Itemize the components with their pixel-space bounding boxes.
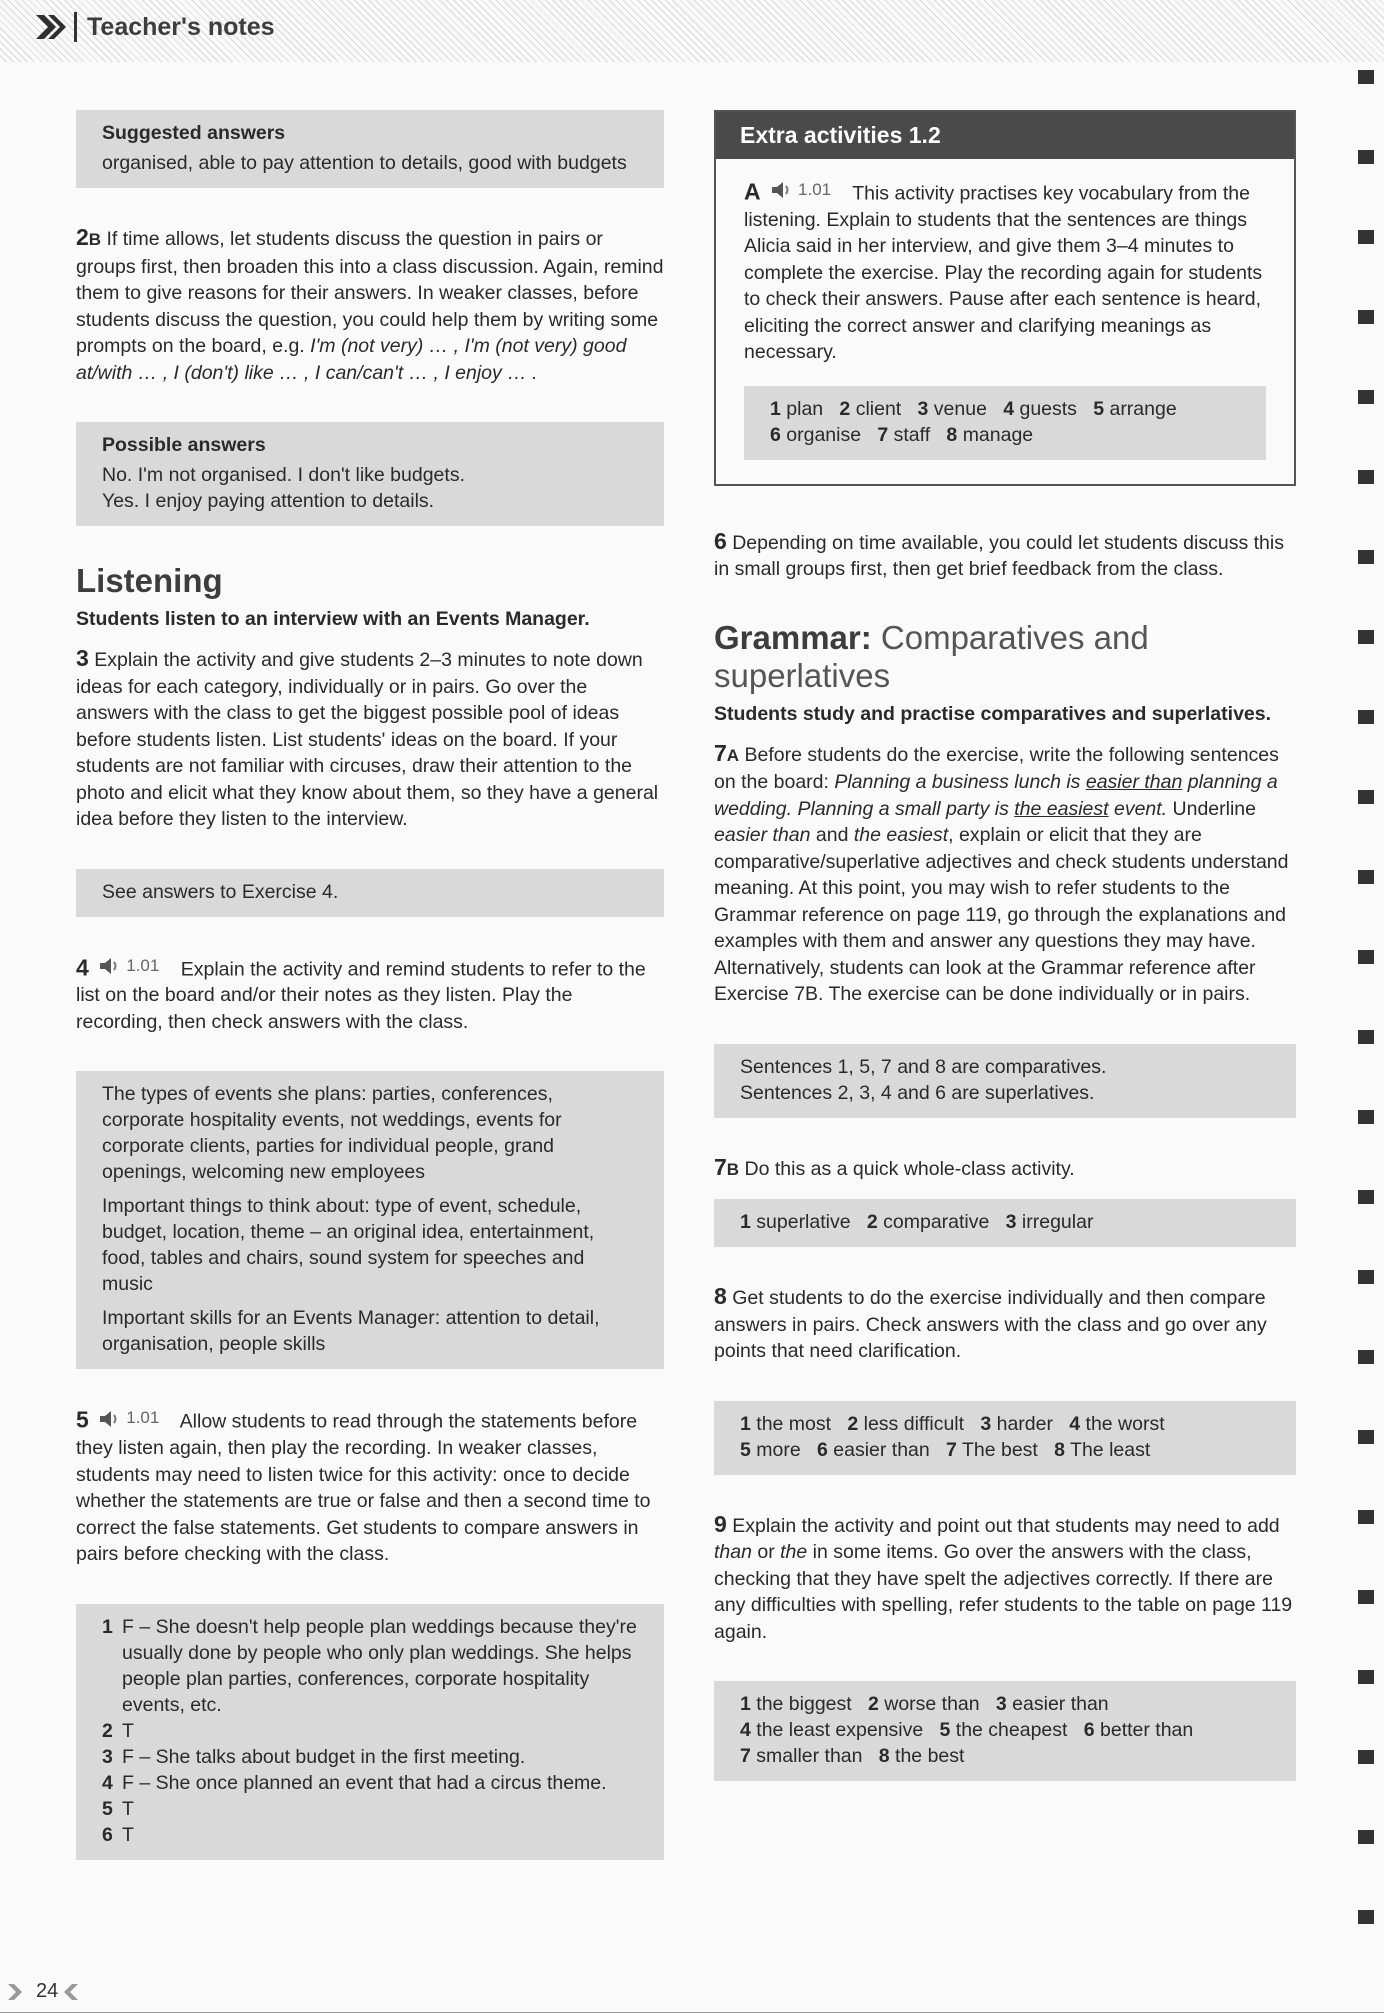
- exercise-sub: A: [726, 745, 740, 765]
- possible-answers-title: Possible answers: [102, 434, 266, 456]
- exercise-prompts: I'm (not very) … , I'm (not very) good at/with … , I (don't) like … , I can/can't … , I enjoy … .: [76, 335, 627, 384]
- exercise-2b: [76, 224, 664, 386]
- answer-item: 3 F – She talks about budget in the first meeting.: [102, 1745, 526, 1768]
- possible-answer-line: No. I'm not organised. I don't like budgets.: [102, 464, 465, 486]
- exercise-6: [714, 528, 1296, 583]
- answers-box-4: [76, 1071, 664, 1369]
- answers-box-8: 1 the most 2 less difficult 3 harder 4 the worst 5 more 6 easier than 7 The best 8 The least: [714, 1401, 1296, 1475]
- answers-box-3: [76, 869, 664, 917]
- exercise-number: 8: [714, 1283, 727, 1310]
- suggested-answers-title: Suggested answers: [102, 122, 286, 144]
- page-title: Teacher's notes: [87, 12, 275, 41]
- section-subheading: Students listen to an interview with an Events Manager.: [76, 608, 590, 630]
- answer-item: 1 F – She doesn't help people plan weddings because they're usually done by people who only plan weddings. She helps people plan parties, conferences, corporate hospitality events, etc.: [102, 1615, 637, 1716]
- exercise-3: [76, 645, 664, 833]
- exercise-text: Get students to do the exercise individually and then compare answers in pairs. Check answers with the class and go over any points that need clarification.: [714, 1287, 1267, 1363]
- exercise-text: Allow students to read through the statements before they listen again, then play the recording. In weaker classes, students may need to listen twice for this activity: once to decide whether the statements are true or false and then a second time to correct the false statements. Get students to compare answers in pairs before checking with the class.: [76, 1410, 651, 1565]
- answer-item: 2 T: [102, 1719, 134, 1742]
- exercise-number: 3: [76, 645, 89, 671]
- extra-answers-box: 1 plan 2 client 3 venue 4 guests 5 arrange 6 organise 7 staff 8 manage: [744, 386, 1266, 460]
- section-subheading: Students study and practise comparatives and superlatives.: [714, 702, 1272, 725]
- suggested-answers-box: [76, 110, 664, 188]
- chevron-right-icon: [8, 1984, 30, 2000]
- speaker-icon: [772, 181, 794, 199]
- header-divider: [74, 12, 77, 42]
- audio-track[interactable]: [772, 177, 831, 204]
- exercise-number: 6: [714, 527, 727, 554]
- track-number: 1.01: [126, 1408, 160, 1428]
- possible-answer-line: Yes. I enjoy paying attention to details.: [102, 490, 435, 512]
- exercise-number: 7: [714, 1153, 727, 1180]
- binding-marks: [1356, 60, 1380, 1960]
- answer-text: Important skills for an Events Manager: attention to detail, organisation, people skills: [102, 1307, 600, 1356]
- extra-activities-panel: [714, 110, 1296, 486]
- answer-text: Sentences 1, 5, 7 and 8 are comparatives.: [740, 1055, 1107, 1078]
- answers-box-9: 1 the biggest 2 worse than 3 easier than 4 the least expensive 5 the cheapest 6 better than 7 smaller than 8 the best: [714, 1681, 1296, 1781]
- exercise-number: 2: [76, 224, 89, 250]
- page-header: [36, 4, 275, 50]
- audio-track[interactable]: [100, 1405, 159, 1432]
- section-heading-grammar: Grammar: Comparatives and superlatives: [714, 618, 1149, 694]
- speaker-icon: [100, 957, 122, 975]
- answers-box-7a: [714, 1044, 1296, 1118]
- page-number: 24: [36, 1980, 59, 2002]
- exercise-text: Explain the activity and remind students to refer to the list on the board and/or their notes as they listen. Play the recording, then check answers with the class.: [76, 957, 646, 1033]
- exercise-text: Explain the activity and give students 2–3 minutes to note down ideas for each category, individually or in pairs. Go over the answers with the class to get the biggest possible pool of ideas before students listen. List students' ideas on the board. If your students are not familiar with circuses, draw their attention to the photo and elicit what they know about them, so they have a general idea before they listen to the interview.: [76, 649, 659, 830]
- chevron-logo-icon: [36, 12, 70, 42]
- exercise-number: 5: [76, 1406, 89, 1433]
- left-column: [76, 110, 664, 1896]
- exercise-7b: [714, 1154, 1296, 1184]
- exercise-9: 9 Explain the activity and point out that students may need to add than or the in some items. Go over the answers with the class, checking that they have spelt the adjectives correctly. If there are any difficulties with spelling, refer students to the table on page 119 again.: [714, 1510, 1293, 1643]
- track-number: 1.01: [126, 955, 160, 975]
- exercise-text: Do this as a quick whole-class activity.: [744, 1157, 1075, 1180]
- answers-box-7b: 1 superlative 2 comparative 3 irregular: [714, 1199, 1296, 1247]
- exercise-sub: B: [88, 230, 102, 249]
- exercise-7a: 7A Before students do the exercise, write the following sentences on the board: Planning a business lunch is easier than planning a wedding. Planning a small party is the easiest event. Underline easier than and the easiest, explain or elicit that they are comparative/superlative adjectives and check students understand meaning. At this point, you may wish to refer students to the Grammar reference on page 119, go through the explanations and examples with them and answer any questions they may have. Alternatively, students can look at the Grammar reference after Exercise 7B. The exercise can be done individually or in pairs.: [714, 739, 1289, 1006]
- exercise-number: 4: [76, 953, 89, 980]
- extra-activity-a: [744, 177, 1266, 366]
- audio-track[interactable]: [100, 953, 159, 980]
- answer-text: Important things to think about: type of event, schedule, budget, location, theme – an original idea, entertainment, food, tables and chairs, sound system for speeches and music: [102, 1195, 595, 1296]
- answer-text: Sentences 2, 3, 4 and 6 are superlatives.: [740, 1081, 1095, 1104]
- answer-item: 4 F – She once planned an event that had a circus theme.: [102, 1771, 607, 1794]
- extra-activities-title: Extra activities 1.2: [716, 112, 1294, 159]
- chevron-left-icon: [64, 1984, 86, 2000]
- exercise-text: If time allows, let students discuss the question in pairs or groups first, then broaden this into a class discussion. Again, remind them to give reasons for their answers. In weaker classes, before students discuss the question, you could help them by writing some prompts on the board, e.g.: [76, 228, 664, 357]
- exercise-number: A: [744, 178, 761, 205]
- answer-text: See answers to Exercise 4.: [102, 880, 339, 903]
- exercise-4: [76, 953, 664, 1036]
- possible-answers-box: [76, 422, 664, 526]
- exercise-text: This activity practises key vocabulary from the listening. Explain to students that the sentences are things Alicia said in her interview, and give them 3–4 minutes to complete the exercise. Play the recording again for students to check their answers. Pause after each sentence is heard, eliciting the correct answer and clarifying meanings as necessary.: [744, 182, 1263, 364]
- track-number: 1.01: [798, 180, 832, 199]
- answer-item: 5 T: [102, 1797, 134, 1820]
- exercise-number: 9: [714, 1510, 727, 1537]
- section-heading-listening: Listening: [76, 562, 223, 599]
- exercise-5: [76, 1405, 664, 1567]
- speaker-icon: [100, 1410, 122, 1428]
- exercise-number: 7: [714, 739, 727, 766]
- answer-item: 6 T: [102, 1823, 134, 1846]
- answers-box-5: [76, 1604, 664, 1860]
- exercise-sub: B: [726, 1159, 740, 1179]
- exercise-text: Depending on time available, you could let students discuss this in small groups first, then get brief feedback from the class.: [714, 531, 1284, 581]
- answer-text: The types of events she plans: parties, conferences, corporate hospitality events, not weddings, events for corporate clients, parties for individual people, grand openings, welcoming new employees: [102, 1083, 562, 1184]
- exercise-8: [714, 1283, 1296, 1365]
- suggested-answers-text: organised, able to pay attention to details, good with budgets: [102, 152, 627, 174]
- right-column: [714, 110, 1296, 1817]
